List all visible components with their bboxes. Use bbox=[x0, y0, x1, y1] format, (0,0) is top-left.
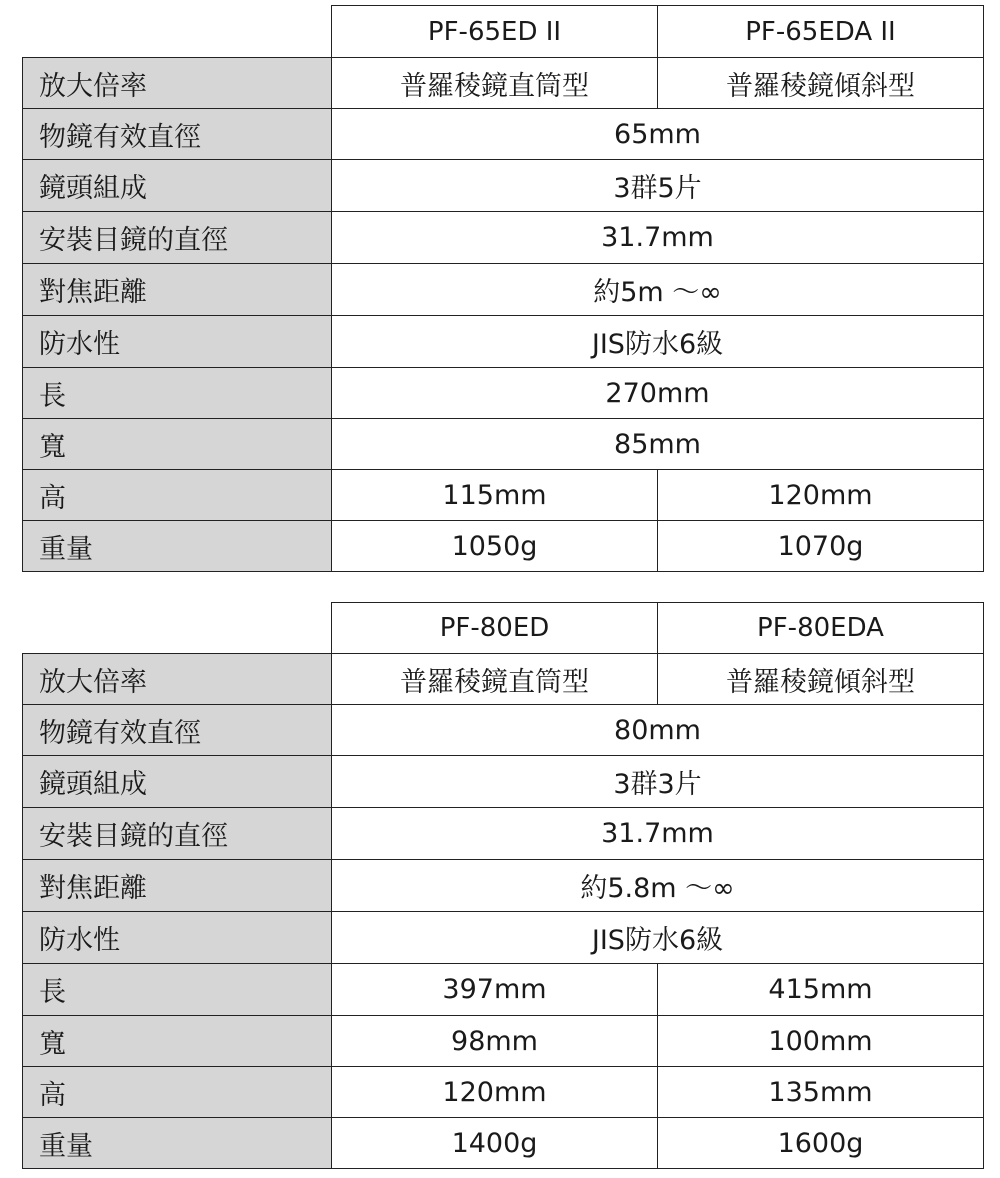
spec-row bbox=[23, 419, 984, 470]
spec-row bbox=[23, 1016, 984, 1067]
row-label: 寬 bbox=[23, 1016, 332, 1067]
spec-row bbox=[23, 1118, 984, 1169]
row-value: 約5.8m ～∞ bbox=[332, 860, 984, 912]
spec-table-pf80 bbox=[22, 602, 984, 1169]
row-value: 普羅稜鏡傾斜型 bbox=[658, 58, 984, 109]
spec-row bbox=[23, 964, 984, 1016]
row-label: 長 bbox=[23, 368, 332, 419]
spec-row bbox=[23, 808, 984, 860]
row-label: 鏡頭組成 bbox=[23, 160, 332, 212]
row-label: 防水性 bbox=[23, 316, 332, 368]
row-label: 安裝目鏡的直徑 bbox=[23, 808, 332, 860]
row-value: 普羅稜鏡傾斜型 bbox=[658, 654, 984, 705]
row-value: 3群3片 bbox=[332, 756, 984, 808]
row-value: 1070g bbox=[658, 521, 984, 572]
row-label: 寬 bbox=[23, 419, 332, 470]
row-label: 放大倍率 bbox=[23, 654, 332, 705]
spec-row bbox=[23, 860, 984, 912]
row-value: 31.7mm bbox=[332, 808, 984, 860]
row-value: 135mm bbox=[658, 1067, 984, 1118]
spec-row bbox=[23, 264, 984, 316]
spec-table-pf65 bbox=[22, 5, 984, 572]
spec-row bbox=[23, 1067, 984, 1118]
row-label: 對焦距離 bbox=[23, 264, 332, 316]
spec-row bbox=[23, 160, 984, 212]
model-name: PF-80ED bbox=[332, 603, 658, 654]
row-value: 普羅稜鏡直筒型 bbox=[332, 58, 658, 109]
spec-row bbox=[23, 705, 984, 756]
spec-row bbox=[23, 756, 984, 808]
row-value: 100mm bbox=[658, 1016, 984, 1067]
spec-row bbox=[23, 58, 984, 109]
row-label: 高 bbox=[23, 1067, 332, 1118]
model-header-row bbox=[23, 6, 984, 58]
row-value: 397mm bbox=[332, 964, 658, 1016]
row-label: 防水性 bbox=[23, 912, 332, 964]
row-value: 1400g bbox=[332, 1118, 658, 1169]
model-name: PF-65ED II bbox=[332, 6, 658, 58]
row-value: JIS防水6級 bbox=[332, 316, 984, 368]
spec-row bbox=[23, 368, 984, 419]
corner-cell bbox=[23, 6, 332, 58]
row-label: 重量 bbox=[23, 521, 332, 572]
row-value: 31.7mm bbox=[332, 212, 984, 264]
row-value: 80mm bbox=[332, 705, 984, 756]
row-value: 約5m ～∞ bbox=[332, 264, 984, 316]
model-header-row bbox=[23, 603, 984, 654]
spec-row bbox=[23, 654, 984, 705]
row-label: 物鏡有效直徑 bbox=[23, 705, 332, 756]
row-value: 98mm bbox=[332, 1016, 658, 1067]
row-label: 高 bbox=[23, 470, 332, 521]
row-value: 415mm bbox=[658, 964, 984, 1016]
row-value: 120mm bbox=[658, 470, 984, 521]
spec-row bbox=[23, 470, 984, 521]
row-value: 65mm bbox=[332, 109, 984, 160]
model-name: PF-80EDA bbox=[658, 603, 984, 654]
row-value: 1600g bbox=[658, 1118, 984, 1169]
model-name: PF-65EDA II bbox=[658, 6, 984, 58]
row-label: 物鏡有效直徑 bbox=[23, 109, 332, 160]
corner-cell bbox=[23, 603, 332, 654]
row-value: 120mm bbox=[332, 1067, 658, 1118]
spec-row bbox=[23, 521, 984, 572]
row-label: 長 bbox=[23, 964, 332, 1016]
row-label: 鏡頭組成 bbox=[23, 756, 332, 808]
spec-row bbox=[23, 912, 984, 964]
row-value: 115mm bbox=[332, 470, 658, 521]
row-label: 放大倍率 bbox=[23, 58, 332, 109]
row-label: 對焦距離 bbox=[23, 860, 332, 912]
row-value: JIS防水6級 bbox=[332, 912, 984, 964]
row-value: 3群5片 bbox=[332, 160, 984, 212]
spec-row bbox=[23, 212, 984, 264]
spec-row bbox=[23, 109, 984, 160]
row-label: 重量 bbox=[23, 1118, 332, 1169]
row-value: 85mm bbox=[332, 419, 984, 470]
row-value: 1050g bbox=[332, 521, 658, 572]
spec-row bbox=[23, 316, 984, 368]
row-value: 270mm bbox=[332, 368, 984, 419]
row-label: 安裝目鏡的直徑 bbox=[23, 212, 332, 264]
row-value: 普羅稜鏡直筒型 bbox=[332, 654, 658, 705]
